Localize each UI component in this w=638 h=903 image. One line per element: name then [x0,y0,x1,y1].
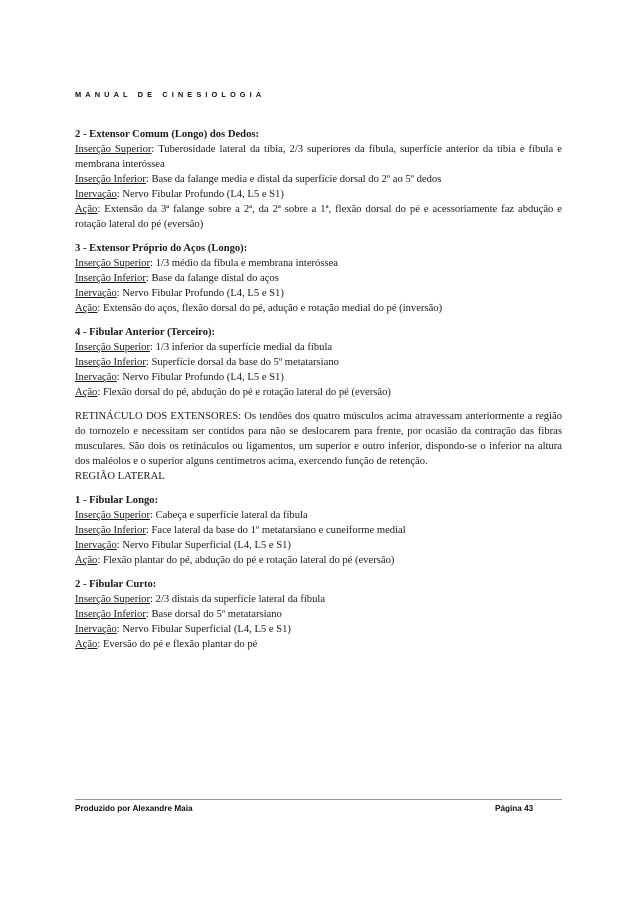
muscle-attribute-row [75,637,562,652]
attribute-label: Ação [75,639,98,650]
muscle-attribute-row [75,340,562,355]
muscle-sections-anterior [75,127,562,400]
attribute-value: : Face lateral da base do 1º metatarsiano e cuneiforme medial [145,525,406,536]
muscle-section [75,241,562,316]
attribute-value: : 1/3 médio da fíbula e membrana interóssea [150,258,338,269]
attribute-label: Inserção Inferior [75,357,146,368]
muscle-title: 3 - Extensor Próprio do Aços (Longo): [75,243,248,254]
attribute-label: Ação [75,555,98,566]
muscle-attribute-row [75,607,562,622]
attribute-value: : Nervo Fibular Superficial (L4, L5 e S1) [116,540,291,551]
muscle-attribute-row [75,271,562,286]
attribute-label: Inserção Superior [75,342,151,353]
muscle-attribute-row [75,523,562,538]
muscle-attribute-row [75,622,562,637]
attribute-value: : Eversão do pé e flexão plantar do pé [97,639,258,650]
attribute-value: : Nervo Fibular Profundo (L4, L5 e S1) [116,372,284,383]
attribute-label: Inserção Inferior [75,609,146,620]
muscle-attribute-row [75,256,562,271]
muscle-section [75,325,562,400]
attribute-label: Inserção Inferior [75,273,146,284]
attribute-label: Inserção Superior [75,510,151,521]
retinaculo-paragraph: RETINÁCULO DOS EXTENSORES: Os tendões dos quatro músculos acima atravessam anteriormente a região do tornozelo e necessitam ser contidos para não se deslocarem para frente, por ocasião da contração das fibras musculares. São dois os retináculos ou ligamentos, um superior e outro inferior, dispondo-se o inferior na altura dos maléolos e o superior alguns centímetros acima, exercendo função de retenção. [75,411,562,467]
attribute-value: : Cabeça e superfície lateral da fíbula [150,510,308,521]
muscle-sections-lateral [75,493,562,652]
muscle-attribute-row [75,538,562,553]
attribute-value: : Extensão do aços, flexão dorsal do pé, adução e rotação medial do pé (inversão) [97,303,443,314]
attribute-value: : Extensão da 3ª falange sobre a 2ª, da 2ª sobre a 1ª, flexão dorsal do pé e acessoriamente faz abdução e rotação lateral do pé (eversão) [75,204,562,230]
attribute-value: : Nervo Fibular Superficial (L4, L5 e S1) [116,624,291,635]
footer-divider [75,799,562,800]
muscle-attribute-row [75,508,562,523]
attribute-label: Inserção Superior [75,258,151,269]
muscle-attribute-row [75,355,562,370]
running-header: MANUAL DE CINESIOLOGIA [75,90,266,99]
attribute-value: : Flexão plantar do pé, abdução do pé e rotação lateral do pé (eversão) [97,555,395,566]
attribute-label: Ação [75,303,98,314]
page-content [75,127,562,661]
muscle-attribute-row [75,385,562,400]
muscle-section [75,577,562,652]
attribute-label: Ação [75,204,98,215]
muscle-attribute-row [75,301,562,316]
attribute-label: Inserção Inferior [75,174,146,185]
attribute-label: Inervação [75,372,117,383]
attribute-value: : Base da falange media e distal da superfície dorsal do 2º ao 5º dedos [145,174,442,185]
muscle-attribute-row [75,187,562,202]
attribute-value: : Base dorsal do 5º metatarsiano [145,609,282,620]
attribute-label: Inervação [75,540,117,551]
attribute-label: Ação [75,387,98,398]
attribute-value: : Base da falange distal do aços [145,273,279,284]
footer-author: Produzido por Alexandre Maia [75,804,193,813]
muscle-title: 1 - Fibular Longo: [75,495,159,506]
muscle-section [75,493,562,568]
attribute-label: Inervação [75,189,117,200]
muscle-attribute-row [75,172,562,187]
muscle-title: 2 - Fibular Curto: [75,579,157,590]
muscle-attribute-row [75,553,562,568]
muscle-attribute-row [75,142,562,172]
attribute-value: : Nervo Fibular Profundo (L4, L5 e S1) [116,189,284,200]
attribute-value: : Tuberosidade lateral da tíbia, 2/3 superiores da fíbula, superfície anterior da tíbia e fíbula e membrana interóssea [75,144,563,170]
attribute-label: Inserção Superior [75,594,151,605]
muscle-attribute-row [75,286,562,301]
footer-page-number: Página 43 [495,804,534,813]
muscle-attribute-row [75,592,562,607]
attribute-label: Inervação [75,624,117,635]
attribute-value: : 1/3 inferior da superfície medial da fíbula [150,342,333,353]
muscle-title: 2 - Extensor Comum (Longo) dos Dedos: [75,129,260,140]
muscle-section [75,127,562,232]
attribute-value: : Superfície dorsal da base do 5º metatarsiano [145,357,339,368]
muscle-attribute-row [75,202,562,232]
attribute-value: : Flexão dorsal do pé, abdução do pé e rotação lateral do pé (eversão) [97,387,391,398]
region-heading: REGIÃO LATERAL [75,471,165,482]
attribute-value: : Nervo Fibular Profundo (L4, L5 e S1) [116,288,284,299]
attribute-label: Inervação [75,288,117,299]
attribute-value: : 2/3 distais da superfície lateral da fíbula [150,594,326,605]
muscle-title: 4 - Fibular Anterior (Terceiro): [75,327,216,338]
attribute-label: Inserção Superior [75,144,152,155]
muscle-attribute-row [75,370,562,385]
attribute-label: Inserção Inferior [75,525,146,536]
